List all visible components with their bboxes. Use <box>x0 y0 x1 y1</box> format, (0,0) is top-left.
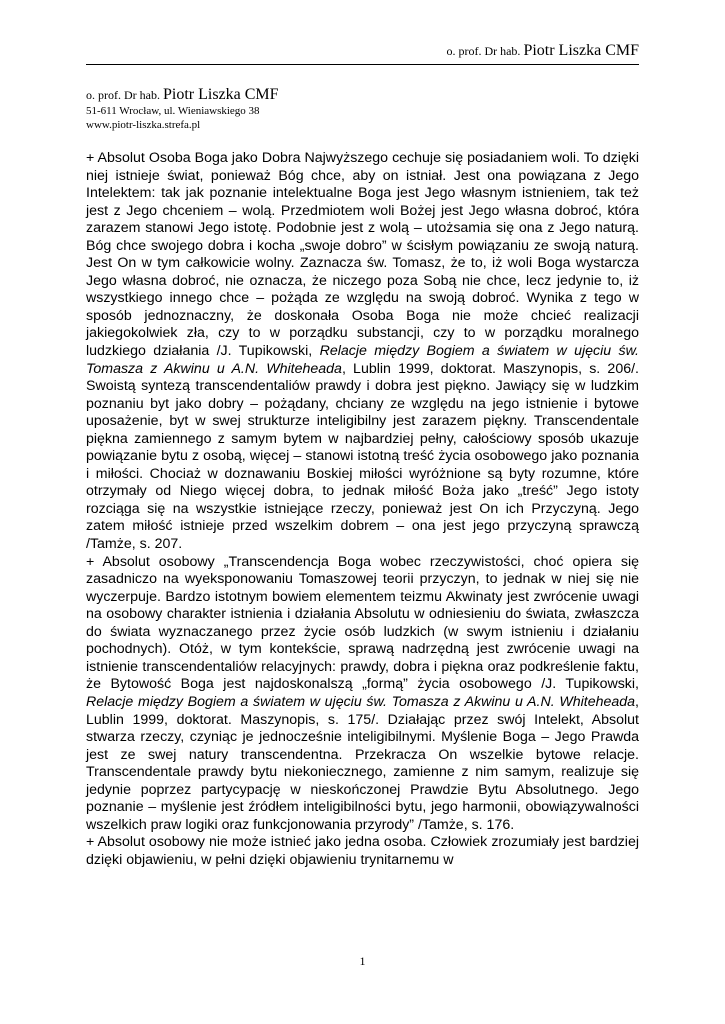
paragraph <box>86 150 639 554</box>
paragraph <box>86 834 639 869</box>
author-address-block <box>86 86 279 132</box>
author-name: Piotr Liszka CMF <box>162 86 279 103</box>
paragraph-text: , Lublin 1999, doktorat. Maszynopis, s. 175/. Działając przez swój Intelekt, Absolut stwarza rzeczy, czyniąc je jednocześnie inteligibilnymi. Myślenie Boga – Jego Prawda jest ze swej natury transcendentna. Przekracza On wszelkie bytowe relacje. Transcendentale prawdy bytu niekoniecznego, zamienne z nim samym, realizuje się jedynie poprzez partycypację w nieskończonej Prawdzie Bytu Absolutnego. Jego poznanie – myślenie jest źródłem inteligibilności bytu, jego harmonii, obowiązywalności wszelkich praw logiki oraz funkcjonowania przyrody” /Tamże, s. 176. <box>86 693 639 833</box>
paragraph <box>86 554 639 835</box>
paragraph-text: + Absolut osobowy nie może istnieć jako jedna osoba. Człowiek zrozumiały jest bardziej dzięki objawieniu, w pełni dzięki objawieniu trynitarnemu w <box>86 834 639 868</box>
paragraph-text: , Lublin 1999, doktorat. Maszynopis, s. 206/. Swoistą syntezą transcendentaliów prawdy i dobra jest piękno. Jawiący się w ludzkim poznaniu byt jako dobry – pożądany, chciany ze względu na jego istnienie i bytowe uposażenie, byt w swej strukturze inteligibilny jest zarazem piękny. Transcendentale piękna zamiennego z samym bytem w najbardziej pełny, całościowy sposób ukazuje powiązanie bytu z osobą, więcej – stanowi istotną treść życia osobowego jako poznania i miłości. Chociaż w doznawaniu Boskiej miłości wyróżnione są byty rozumne, które otrzymały od Niego więcej dobra, to jednak miłość Boża jako „treść” Jego istoty rozciąga się na wszystkie istniejące rzeczy, ponieważ jest On ich Przyczyną. Jego zatem miłość istnieje przed wszelkim dobrem – ona jest jego przyczyną sprawczą /Tamże, s. 207. <box>86 360 639 553</box>
cited-title: Relacje między Bogiem a światem w ujęciu św. Tomasza z Akwinu u A.N. Whiteheada <box>86 343 639 377</box>
paragraph-text: + Absolut osobowy „Transcendencja Boga wobec rzeczywistości, choć opiera się zasadniczo na wyeksponowaniu Tomaszowej teorii przyczyn, to jednak w niej się nie wyczerpuje. Bardzo istotnym bowiem elementem teizmu Akwinaty jest zwrócenie uwagi na osobowy charakter istnienia i działania Absolutu w odniesieniu do świata, zwłaszcza do świata wyznaczanego przez życie osób ludzkich (w swym istnieniu i działaniu pochodnych). Otóż, w tym kontekście, sprawą nadrzędną jest zwrócenie uwagi na istnienie transcendentaliów relacyjnych: prawdy, dobra i piękna oraz podkreślenie faktu, że Bytowość Boga jest najdoskonalszą „formą” życia osobowego /J. Tupikowski, <box>86 553 639 693</box>
page-number: 1 <box>359 954 366 968</box>
author-title-line <box>86 86 279 104</box>
header-divider <box>86 64 639 65</box>
paragraph-text: + Absolut Osoba Boga jako Dobra Najwyższego cechuje się posiadaniem woli. To dzięki niej istnieje świat, ponieważ Bóg chce, aby on istniał. Jest ona powiązana z Jego Intelektem: tak jak poznanie intelektualne Boga jest Jego własnym istnieniem, tak też jest z Jego chceniem – wolą. Przedmiotem woli Bożej jest Jego własna dobroć, która zarazem stanowi Jego istotę. Podobnie jest z wolą – utożsamia się ona z Jego naturą. Bóg chce swojego dobra i kocha „swoje dobro” w ścisłym powiązaniu ze swoją naturą. Jest On w tym całkowicie wolny. Zaznacza św. Tomasz, że to, iż woli Boga wystarcza Jego własna dobroć, nie oznacza, że niczego poza Sobą nie chce, lecz jedynie to, iż wszystkiego innego chce – pożąda ze względu na swoją dobroć. Wynika z tego w sposób jednoznaczny, że doskonała Osoba Boga nie może chcieć realizacji jakiegokolwiek zła, czy to w porządku substancji, czy to w porządku moralnego ludzkiego działania /J. Tupikowski, <box>86 150 639 360</box>
header-author-name: Piotr Liszka CMF <box>523 42 639 59</box>
cited-title: Relacje między Bogiem a światem w ujęciu św. Tomasza z Akwinu u A.N. Whiteheada <box>86 693 636 710</box>
running-header <box>446 42 639 60</box>
author-title-prefix: o. prof. Dr hab. <box>86 88 160 102</box>
header-title-prefix: o. prof. Dr hab. <box>446 44 521 58</box>
author-street: 51-611 Wrocław, ul. Wieniawskiego 38 <box>86 105 260 117</box>
body-text <box>86 150 639 869</box>
author-website: www.piotr-liszka.strefa.pl <box>86 119 201 131</box>
